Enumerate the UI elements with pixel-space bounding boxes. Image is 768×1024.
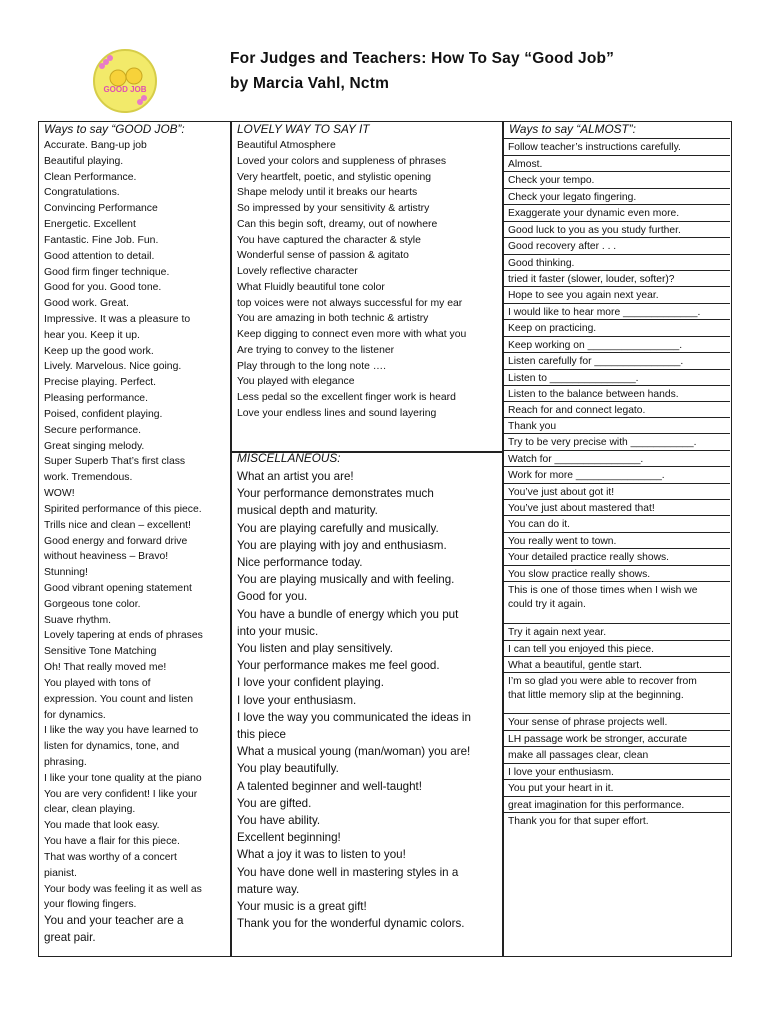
almost-phrase: I’m so glad you were able to recover from [508, 676, 697, 687]
almost-phrase-cell [502, 623, 730, 639]
lovely-phrase: Can this begin soft, dreamy, out of nowhere [237, 218, 438, 230]
good-job-phrase: Your body was feeling it as well as [44, 883, 202, 895]
good-job-phrase: Sensitive Tone Matching [44, 646, 157, 658]
almost-phrase-cell [502, 155, 730, 171]
good-job-phrase: Super Superb That’s first class [44, 456, 186, 468]
almost-phrase-cell [502, 433, 730, 449]
good-job-phrase: Spirited performance of this piece. [44, 503, 202, 515]
almost-phrase: I love your enthusiasm. [508, 767, 614, 778]
good-job-phrase: clear, clean playing. [44, 804, 136, 816]
almost-phrase: This is one of those times when I wish we [508, 585, 698, 596]
almost-phrase-cell [502, 369, 730, 385]
good-job-phrase: Secure performance. [44, 424, 142, 436]
good-job-phrase: Good energy and forward drive [44, 535, 188, 547]
almost-phrase: Almost. [508, 159, 543, 170]
miscellaneous-phrase: mature way. [237, 882, 300, 896]
good-job-phrase: great pair. [44, 931, 96, 944]
miscellaneous-phrase: A talented beginner and well-taught! [237, 779, 422, 793]
good-job-phrase: Gorgeous tone color. [44, 598, 141, 610]
miscellaneous-phrase: Your music is a great gift! [237, 900, 367, 913]
miscellaneous-phrase: You are playing musically and with feeling. [237, 573, 455, 587]
almost-phrase-cell [502, 532, 730, 548]
almost-phrase-cell [502, 796, 730, 812]
lovely-phrase: What Fluidly beautiful tone color [237, 281, 385, 293]
good-job-phrase: for dynamics. [44, 709, 106, 721]
almost-phrase-cell [502, 640, 730, 656]
almost-phrase-cell [502, 450, 730, 466]
good-job-phrase: listen for dynamics, tone, and [44, 741, 180, 753]
good-job-phrase: Good firm finger technique. [44, 266, 170, 278]
good-job-phrase: WOW! [44, 488, 75, 500]
lovely-phrase: Wonderful sense of passion & agitato [237, 250, 409, 262]
almost-phrase-cell [502, 171, 730, 187]
miscellaneous-phrase: You play beautifully. [237, 762, 339, 776]
miscellaneous-phrase: I love the way you communicated the ideas in [237, 710, 471, 724]
almost-phrase-cell [502, 713, 730, 729]
almost-phrase: Your detailed practice really shows. [508, 552, 670, 563]
almost-phrase: Reach for and connect legato. [508, 405, 646, 416]
miscellaneous-phrase: I love your confident playing. [237, 676, 384, 690]
lovely-phrase: Beautiful Atmosphere [237, 140, 336, 151]
almost-phrase: I would like to hear more _____________. [508, 307, 701, 318]
almost-phrase: Listen to _______________. [508, 373, 639, 384]
good-job-phrase: expression. You count and listen [44, 693, 194, 705]
good-job-phrase: Fantastic. Fine Job. Fun. [44, 234, 159, 246]
good-job-phrase: phrasing. [44, 756, 87, 768]
good-job-phrase: pianist. [44, 867, 77, 879]
lovely-phrase: top voices were not always successful for my ear [237, 297, 463, 309]
good-job-heading: Ways to say “GOOD JOB”: [44, 122, 185, 136]
lovely-phrase: You are amazing in both technic & artistry [237, 313, 429, 325]
almost-phrase-cell [502, 779, 730, 795]
miscellaneous-phrase: into your music. [237, 624, 319, 638]
almost-phrase: Exaggerate your dynamic even more. [508, 208, 680, 219]
almost-phrase: Listen to the balance between hands. [508, 389, 679, 400]
good-job-phrase: I like the way you have learned to [44, 725, 199, 737]
good-job-phrase: Good vibrant opening statement [44, 582, 192, 594]
almost-phrase-cell [502, 812, 730, 828]
almost-phrase-cell [502, 138, 730, 154]
good-job-phrase: You made that look easy. [44, 820, 160, 832]
almost-phrase: Good luck to you as you study further. [508, 225, 681, 236]
miscellaneous-phrase: What an artist you are! [237, 470, 354, 483]
almost-phrase-cell [502, 483, 730, 499]
good-job-phrase: You and your teacher are a [44, 914, 184, 927]
almost-phrase-cell [502, 466, 730, 482]
lovely-phrase: You played with elegance [237, 376, 355, 388]
good-job-phrase: Impressive. It was a pleasure to [44, 314, 191, 326]
good-job-phrase: work. Tremendous. [44, 472, 133, 484]
almost-phrase-cell [502, 221, 730, 237]
page-title: For Judges and Teachers: How To Say “Good Job” [230, 50, 615, 67]
almost-phrase-cell [502, 237, 730, 253]
good-job-phrase: Accurate. Bang-up job [44, 140, 147, 151]
almost-phrase-cell [502, 270, 730, 286]
miscellaneous-phrase: You are playing with joy and enthusiasm. [237, 538, 447, 552]
lovely-phrase: Very heartfelt, poetic, and stylistic opening [237, 171, 432, 183]
almost-phrase: Keep working on ________________. [508, 340, 683, 351]
good-job-phrase: without heaviness – Bravo! [44, 551, 169, 563]
almost-phrase: could try it again. [508, 599, 586, 610]
almost-phrase: I can tell you enjoyed this piece. [508, 644, 654, 655]
almost-phrase: tried it faster (slower, louder, softer)? [508, 274, 675, 285]
lovely-phrase: Love your endless lines and sound layering [237, 407, 437, 419]
miscellaneous-phrase: What a musical young (man/woman) you are! [237, 745, 471, 759]
good-job-phrase: Stunning! [44, 567, 88, 579]
lovely-phrase: So impressed by your sensitivity & artistry [237, 203, 430, 214]
almost-heading: Ways to say “ALMOST”: [509, 122, 636, 136]
good-job-phrase: You are very confident! I like your [44, 788, 198, 800]
good-job-phrase: Trills nice and clean – excellent! [44, 519, 191, 531]
logo-text: GOOD JOB [103, 85, 147, 94]
almost-phrase-cell [502, 672, 730, 702]
lovely-phrase: Less pedal so the excellent finger work is heard [237, 392, 456, 403]
almost-phrase-cell [502, 656, 730, 672]
miscellaneous-phrase: You are gifted. [237, 796, 312, 810]
good-job-phrase: Great singing melody. [44, 440, 145, 452]
almost-phrase: Good thinking. [508, 258, 575, 269]
good-job-phrase: Pleasing performance. [44, 393, 148, 405]
almost-phrase-cell [502, 303, 730, 319]
almost-phrase: Your sense of phrase projects well. [508, 717, 668, 728]
lovely-heading: LOVELY WAY TO SAY IT [237, 122, 370, 136]
lovely-phrase: You have captured the character & style [237, 234, 421, 246]
miscellaneous-phrase: You have done well in mastering styles in a [237, 865, 459, 879]
almost-phrase: Watch for _______________. [508, 454, 644, 465]
almost-phrase-cell [502, 204, 730, 220]
lovely-phrase: Shape melody until it breaks our hearts [237, 187, 418, 199]
good-job-phrase: You have a flair for this piece. [44, 836, 180, 848]
almost-phrase: Thank you [508, 421, 557, 432]
good-job-phrase: I like your tone quality at the piano [44, 772, 202, 784]
almost-phrase-cell [502, 515, 730, 531]
good-job-phrase: You played with tons of [44, 677, 151, 689]
miscellaneous-heading: MISCELLANEOUS: [237, 451, 341, 465]
almost-phrase: Check your tempo. [508, 175, 595, 186]
almost-phrase: LH passage work be stronger, accurate [508, 734, 688, 745]
good-job-phrase: Good work. Great. [44, 298, 129, 310]
good-job-phrase: Beautiful playing. [44, 155, 124, 167]
miscellaneous-phrase: Your performance demonstrates much [237, 487, 434, 501]
almost-phrase: Thank you for that super effort. [508, 816, 649, 827]
miscellaneous-phrase: Excellent beginning! [237, 831, 341, 845]
good-job-phrase: hear you. Keep it up. [44, 329, 140, 341]
page-author: by Marcia Vahl, Nctm [230, 75, 390, 92]
good-job-phrase: your flowing fingers. [44, 899, 137, 911]
almost-phrase-cell [502, 254, 730, 270]
almost-phrase-cell [502, 730, 730, 746]
miscellaneous-phrase: You are playing carefully and musically. [237, 521, 439, 535]
almost-phrase-cell [502, 746, 730, 762]
lovely-phrase: Are trying to convey to the listener [237, 344, 395, 356]
almost-phrase: You really went to town. [508, 536, 617, 547]
good-job-phrase: That was worthy of a concert [44, 851, 177, 863]
almost-phrase-cell [502, 548, 730, 564]
almost-phrase: You slow practice really shows. [508, 569, 651, 580]
almost-phrase-cell [502, 401, 730, 417]
miscellaneous-phrase: musical depth and maturity. [237, 504, 378, 518]
almost-phrase: great imagination for this performance. [508, 800, 685, 811]
good-job-logo [92, 48, 158, 114]
miscellaneous-phrase: Thank you for the wonderful dynamic colors. [237, 917, 465, 931]
almost-phrase-cell [502, 417, 730, 433]
lovely-phrase: Play through to the long note …. [237, 360, 387, 372]
miscellaneous-phrase: You listen and play sensitively. [237, 642, 393, 655]
almost-phrase: You put your heart in it. [508, 783, 614, 794]
almost-phrase-cell [502, 581, 730, 611]
lovely-phrase: Lovely reflective character [237, 266, 358, 277]
good-job-phrase: Poised, confident playing. [44, 408, 163, 420]
almost-phrase: Hope to see you again next year. [508, 290, 659, 301]
good-job-phrase: Good attention to detail. [44, 250, 155, 262]
almost-phrase: Keep on practicing. [508, 323, 597, 334]
lovely-phrase: Loved your colors and suppleness of phrases [237, 155, 447, 167]
lovely-phrase: Keep digging to connect even more with what you [237, 329, 467, 340]
almost-phrase: Work for more _______________. [508, 470, 665, 481]
almost-phrase: You can do it. [508, 519, 571, 530]
almost-phrase: Try to be very precise with ___________. [508, 437, 697, 448]
good-job-phrase: Good for you. Good tone. [44, 282, 162, 294]
almost-phrase: You’ve just about got it! [508, 487, 615, 498]
almost-phrase-cell [502, 336, 730, 352]
good-job-phrase: Energetic. Excellent [44, 219, 136, 231]
almost-phrase: Good recovery after . . . [508, 241, 617, 252]
almost-phrase-cell [502, 499, 730, 515]
almost-phrase-cell [502, 286, 730, 302]
miscellaneous-phrase: Nice performance today. [237, 556, 363, 569]
almost-phrase-cell [502, 352, 730, 368]
almost-phrase: Check your legato fingering. [508, 192, 637, 203]
miscellaneous-phrase: What a joy it was to listen to you! [237, 848, 406, 862]
almost-phrase: What a beautiful, gentle start. [508, 660, 642, 671]
good-job-phrase: Convincing Performance [44, 203, 158, 215]
almost-phrase-cell [502, 763, 730, 779]
almost-phrase: that little memory slip at the beginning. [508, 690, 684, 701]
almost-phrase: Listen carefully for _______________. [508, 356, 684, 367]
almost-phrase-cell [502, 565, 730, 581]
good-job-phrase: Clean Performance. [44, 171, 137, 183]
miscellaneous-phrase: this piece [237, 728, 286, 741]
almost-phrase: Follow teacher’s instructions carefully. [508, 142, 681, 153]
miscellaneous-phrase: I love your enthusiasm. [237, 693, 357, 707]
almost-phrase: make all passages clear, clean [508, 750, 649, 761]
good-job-phrase: Precise playing. Perfect. [44, 377, 157, 389]
miscellaneous-phrase: You have a bundle of energy which you put [237, 607, 459, 621]
good-job-phrase: Suave rhythm. [44, 614, 111, 626]
good-job-phrase: Congratulations. [44, 187, 120, 199]
miscellaneous-phrase: Your performance makes me feel good. [237, 659, 440, 673]
miscellaneous-phrase: You have ability. [237, 814, 321, 827]
miscellaneous-phrase: Good for you. [237, 590, 308, 604]
good-job-phrase: Keep up the good work. [44, 345, 154, 357]
almost-phrase-cell [502, 188, 730, 204]
almost-phrase-cell [502, 319, 730, 335]
good-job-phrase: Lovely tapering at ends of phrases [44, 630, 203, 642]
almost-phrase-cell [502, 385, 730, 401]
almost-phrase: You’ve just about mastered that! [508, 503, 655, 514]
good-job-phrase: Oh! That really moved me! [44, 662, 167, 674]
good-job-phrase: Lively. Marvelous. Nice going. [44, 361, 182, 373]
almost-phrase: Try it again next year. [508, 627, 607, 638]
